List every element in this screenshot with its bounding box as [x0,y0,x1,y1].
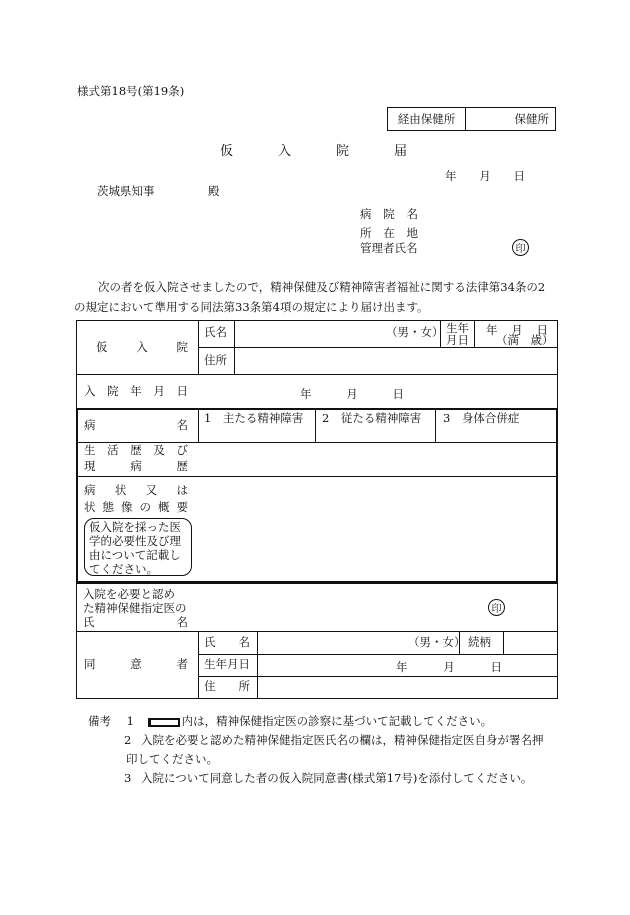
label-char: 名 [406,207,418,221]
note-1-number: 1 [126,714,134,728]
consenter-birth-value[interactable] [396,659,502,675]
symptoms-label-line-2 [84,502,188,514]
consenter-name-label [204,637,250,649]
form-number: 様式第18号(第19条) [77,84,185,98]
label-char: 日 [176,384,188,398]
consenter-gender-choice[interactable]: （男・女） [408,635,466,649]
consenter-birth-year: 年 [396,660,408,674]
symptoms-note-2: 学的必要性及び理 [89,534,181,548]
addressee-honorific: 殿 [208,184,220,198]
label-char: 要 [176,500,188,514]
admission-date-label [84,386,188,398]
birth-month: 月 [511,323,523,337]
birth-year: 年 [486,323,498,337]
label-char: 及 [153,443,165,457]
note-2-line-1: 入院を必要と認めた精神保健指定医氏名の欄は，精神保健指定医自身が署名押 [140,733,544,747]
hospital-name-label [360,206,418,222]
label-char: 病 [360,207,372,221]
intro-text [74,277,554,317]
label-char: 年 [130,384,142,398]
label-char: 活 [107,443,119,457]
form-title [220,140,407,159]
symptoms-note [84,518,192,576]
history-label-line-2 [84,461,188,473]
label-char: 仮 [96,340,108,354]
report-table [76,320,557,699]
admission-month: 月 [346,387,358,401]
intro-line-2: の規定において準用する同法第33条第4項の規定により届け出ます。 [74,300,429,314]
label-char: 入 [136,340,148,354]
label-char: 入 [84,384,96,398]
gender-choice[interactable]: （男・女） [386,325,444,339]
manager-seal: 印 [512,239,529,256]
note-2-number: 2 [124,733,132,747]
label-char: 病 [130,459,142,473]
label-char: 意 [130,657,142,671]
label-char: 歴 [130,443,142,457]
label-char: 歴 [176,459,188,473]
disease-option-physical[interactable]: 3 身体合併症 [443,411,520,425]
label-char: 院 [107,384,119,398]
patient-label [96,342,188,354]
admission-year: 年 [300,387,312,401]
label-char: 所 [360,226,372,240]
note-3 [88,769,558,788]
label-char: 概 [158,500,170,514]
admission-date-value[interactable] [300,386,404,402]
bold-bracket-icon [148,718,180,727]
label-char: 院 [383,207,395,221]
note-1-text: 内は，精神保健指定医の診察に基づいて記載してください。 [181,714,493,728]
label-char: 院 [176,340,188,354]
routing-box [387,107,556,131]
symptoms-note-4: てください。 [89,562,158,576]
label-char: 院 [335,144,349,159]
note-2 [88,731,558,750]
label-char: 仮 [220,144,234,159]
consenter-birth-month: 月 [443,660,455,674]
history-label-line-1 [84,445,188,457]
note-3-number: 3 [124,771,132,785]
label-char: 生 [84,443,96,457]
consenter-label [84,659,188,671]
consenter-birth-label: 生年月日 [204,657,250,671]
doctor-label-line-2: た精神保健指定医の [83,601,187,615]
doctor-label-line-3 [83,617,188,629]
doctor-label-line-1: 入院を必要と認め [83,587,175,601]
label-char: 現 [84,459,96,473]
label-char: び [176,443,188,457]
date-year: 年 [445,169,457,183]
label-char: 状 [84,500,96,514]
note-2-line-2: 印してください。 [126,752,218,766]
label-char: 又 [145,483,158,497]
notes-section [88,712,558,788]
consenter-birth-day: 日 [490,660,502,674]
symptoms-note-3: 由について記載し [89,548,181,562]
intro-line-1: 次の者を仮入院させましたので，精神保健及び精神障害者福祉に関する法律第34条の2 [98,280,546,294]
label-char: 者 [176,657,188,671]
note-3-line-1: 入院について同意した者の仮入院同意書(様式第17号)を添付してください。 [140,771,533,785]
consenter-address-label [204,681,250,693]
label-char: 地 [406,226,418,240]
label-char: 氏 [83,615,95,629]
routing-value: 保健所 [514,112,549,126]
label-char: 氏 [204,635,216,649]
label-char: 同 [84,657,96,671]
birth-label-2: 月日 [446,333,469,347]
addressee-name: 茨城県知事 [97,184,155,198]
label-char: 名 [238,635,250,649]
date-line [445,168,525,184]
disease-option-secondary[interactable]: 2 従たる精神障害 [322,411,422,425]
name-label: 氏名 [204,325,227,339]
relationship-label: 続柄 [468,635,491,649]
date-month: 月 [479,169,491,183]
routing-label: 経由保健所 [388,108,466,130]
admission-day: 日 [392,387,404,401]
label-char: 病 [84,418,96,432]
note-1 [88,712,558,731]
label-char: 在 [383,226,395,240]
label-char: 態 [102,500,114,514]
address-label: 住所 [204,353,227,367]
disease-option-primary[interactable]: 1 主たる精神障害 [204,411,304,425]
label-char: 月 [153,384,165,398]
age-value[interactable]: （満 歳） [496,333,554,347]
label-char: 所 [238,679,250,693]
birth-label [446,322,469,346]
symptoms-label-line-1 [84,485,188,497]
symptoms-note-1: 仮入院を採った医 [89,520,181,534]
birth-day: 日 [536,323,548,337]
label-char: 名 [176,418,188,432]
label-char: の [139,500,151,514]
hospital-location-label [360,225,418,241]
label-char: 届 [393,144,407,159]
manager-name-label: 管理者氏名 [360,241,418,255]
label-char: 住 [204,679,216,693]
label-char: 状 [114,483,127,497]
date-day: 日 [513,169,525,183]
label-char: 像 [121,500,133,514]
label-char: 名 [176,615,188,629]
doctor-seal: 印 [488,599,505,616]
label-char: 病 [84,483,96,497]
disease-label [84,420,188,432]
label-char: 入 [277,144,291,159]
birth-label-1: 生年 [446,321,469,335]
label-char: は [176,483,188,497]
notes-heading: 備考 [88,714,111,728]
